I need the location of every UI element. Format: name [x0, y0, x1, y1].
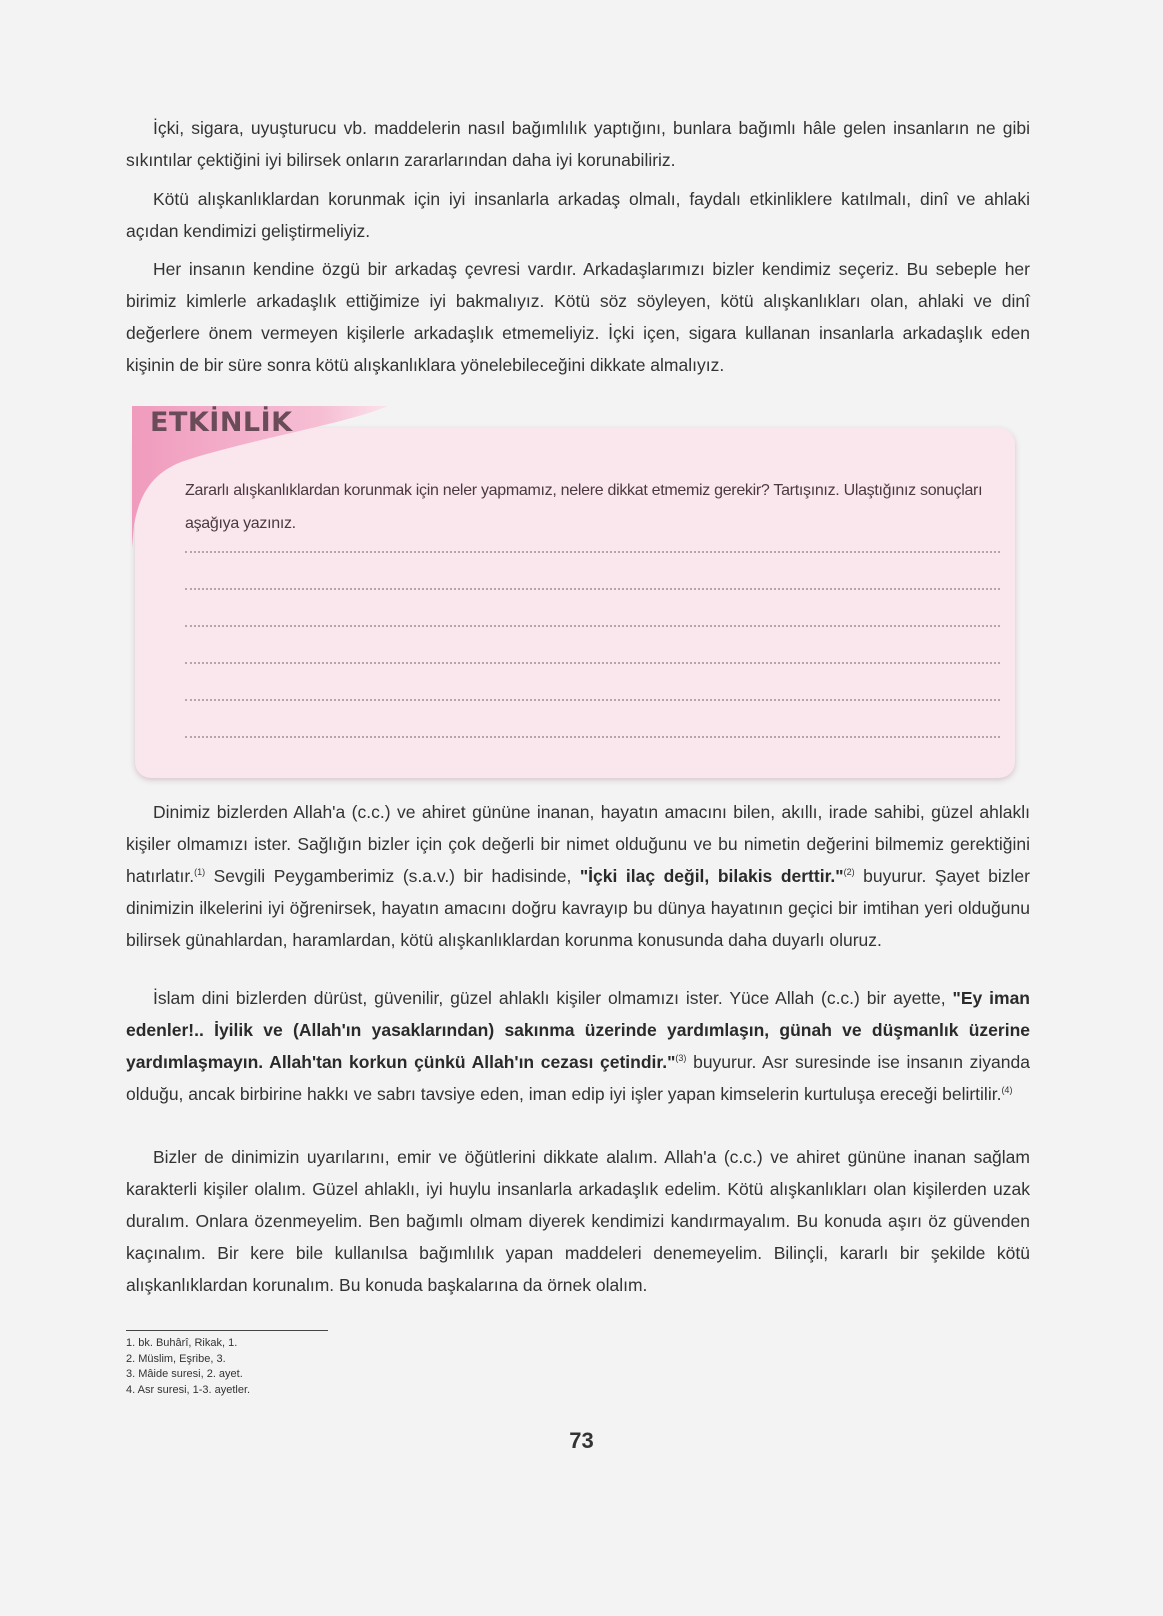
footnote-ref-2: (2): [843, 867, 855, 878]
paragraph-religion: [126, 796, 1030, 956]
paragraph-intro: İçki, sigara, uyuşturucu vb. maddelerin nasıl bağımlılık yaptığını, bunlara bağımlı hâle gelen insanların ne gibi sıkıntılar çektiğini iyi bilirsek onların zararlarından daha iyi korunabiliriz.: [126, 118, 1030, 170]
p5-text-b: buyurur. Asr suresinde ise insanın ziyanda olduğu, ancak birbirine hakkı ve sabrı tavsiye eden, iman edip iyi işler yapan kimselerin kurtuluşa ereceği belirtilir.: [126, 1052, 1030, 1104]
page-number: 73: [569, 1428, 594, 1453]
answer-line[interactable]: [185, 625, 1000, 627]
answer-line[interactable]: [185, 736, 1000, 738]
p4-text-a: Dinimiz bizlerden Allah'a (c.c.) ve ahiret gününe inanan, hayatın amacını bilen, akıllı, irade sahibi, güzel ahlaklı kişiler olmamızı ister. Sağlığın bizler için çok değerli bir nimet olduğunu ve bu nimetin değerini bilmemiz gerektiğini hatırlatır.: [126, 802, 1030, 886]
p4-text-b: Sevgili Peygamberimiz (s.a.v.) bir hadisinde,: [205, 866, 580, 886]
paragraph-conclusion: Bizler de dinimizin uyarılarını, emir ve öğütlerini dikkate alalım. Allah'a (c.c.) ve ahiret gününe inanan sağlam karakterli kişiler olalım. Güzel ahlaklı, iyi huylu insanlarla arkadaşlık edelim. Kötü alışkanlıkları olan kişilerden uzak duralım. Onlara özenmeyelim. Ben bağımlı olmam diyerek kendimizi kandırmayalım. Bu konuda aşırı öz güvenden kaçınalım. Bir kere bile kullanılsa bağımlılık yapan maddeleri denemeyelim. Bilinçli, kararlı bir şekilde kötü alışkanlıklardan korunalım. Bu konuda başkalarına da örnek olalım.: [126, 1147, 1030, 1295]
answer-line[interactable]: [185, 699, 1000, 701]
activity-title: ETKİNLİK: [150, 407, 293, 438]
activity-prompt: Zararlı alışkanlıklardan korunmak için neler yapmamız, nelere dikkat etmemiz gerekir? Tartışınız. Ulaştığınız sonuçları aşağıya yazınız.: [185, 482, 983, 532]
paragraph-islam: [126, 982, 1030, 1110]
footnote-item: 1. bk. Buhârî, Rikak, 1.: [126, 1337, 238, 1349]
footnote-item: 4. Asr suresi, 1-3. ayetler.: [126, 1383, 251, 1396]
paragraph-protection: Kötü alışkanlıklardan korunmak için iyi insanlarla arkadaş olmalı, faydalı etkinliklere katılmalı, dinî ve ahlaki açıdan kendimizi geliştirmeliyiz.: [126, 189, 1030, 241]
footnotes: [126, 1336, 250, 1398]
hadith-quote: "İçki ilaç değil, bilakis derttir.": [579, 866, 844, 886]
paragraph-friends: Her insanın kendine özgü bir arkadaş çevresi vardır. Arkadaşlarımızı bizler kendimiz seçeriz. Bu sebeple her birimiz kimlerle arkadaşlık ettiğimize iyi bakmalıyız. Kötü söz söyleyen, kötü alışkanlıkları olan, ahlaki ve dinî değerlere önem vermeyen kişilerle arkadaşlık etmemeliyiz. İçki içen, sigara kullanan insanlarla arkadaşlık eden kişinin de bir süre sonra kötü alışkanlıklara yönelebileceğini dikkate almalıyız.: [126, 259, 1030, 375]
p5-text-a: İslam dini bizlerden dürüst, güvenilir, güzel ahlaklı kişiler olmamızı ister. Yüce Allah (c.c.) bir ayette,: [153, 988, 953, 1008]
answer-line[interactable]: [185, 662, 1000, 664]
footnote-ref-3: (3): [675, 1053, 687, 1064]
footnote-ref-1: (1): [194, 867, 206, 878]
footnote-ref-4: (4): [1001, 1085, 1013, 1096]
footnote-item: 3. Mâide suresi, 2. ayet.: [126, 1368, 243, 1380]
ayah-quote: "Ey iman edenler!.. İyilik ve (Allah'ın yasaklarından) sakınma üzerinde yardımlaşın, günah ve düşmanlık üzerine yardımlaşmayın. Allah'tan korkun çünkü Allah'ın cezası çetindir.": [126, 988, 1030, 1072]
footnote-item: 2. Müslim, Eşribe, 3.: [126, 1352, 226, 1365]
p4-text-c: buyurur. Şayet bizler dinimizin ilkelerini iyi öğrenirsek, hayatın amacını doğru kavrayıp bu dünya hayatının geçici bir imtihan yeri olduğunu bilirsek günahlardan, haramlardan, kötü alışkanlıklardan korunma konusunda daha duyarlı oluruz.: [126, 866, 1030, 950]
answer-line[interactable]: [185, 551, 1000, 553]
answer-line[interactable]: [185, 588, 1000, 590]
footnote-divider: [126, 1330, 328, 1331]
